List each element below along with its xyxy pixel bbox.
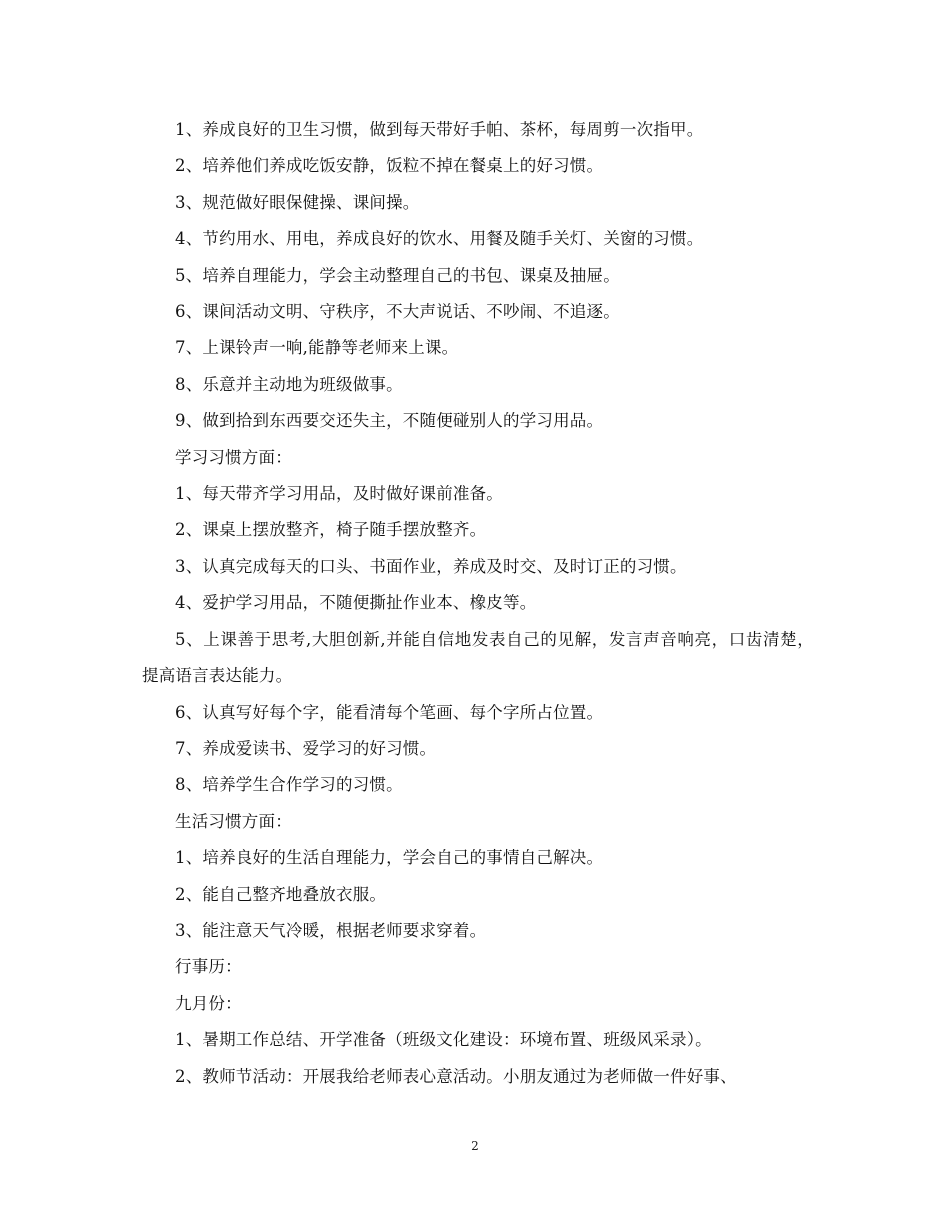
- paragraph: 7、上课铃声一响,能静等老师来上课。: [175, 338, 459, 358]
- paragraph: 1、养成良好的卫生习惯，做到每天带好手帕、茶杯，每周剪一次指甲。: [175, 120, 704, 139]
- paragraph: 8、乐意并主动地为班级做事。: [175, 374, 403, 394]
- page-number: 2: [471, 1139, 479, 1153]
- paragraph: 2、课桌上摆放整齐，椅子随手摆放整齐。: [175, 520, 487, 540]
- paragraph: 1、每天带齐学习用品，及时做好课前准备。: [175, 484, 503, 504]
- section-heading: 行事历：: [175, 957, 242, 977]
- paragraph: 2、能自己整齐地叠放衣服。: [175, 884, 387, 904]
- paragraph: 6、认真写好每个字，能看清每个笔画、每个字所占位置。: [175, 702, 604, 722]
- paragraph: 6、课间活动文明、守秩序，不大声说话、不吵闹、不追逐。: [175, 302, 620, 322]
- paragraph: 1、培养良好的生活自理能力，学会自己的事情自己解决。: [175, 848, 604, 868]
- paragraph: 1、暑期工作总结、开学准备（班级文化建设：环境布置、班级风采录）。: [175, 1030, 712, 1050]
- section-heading: 学习习惯方面：: [175, 447, 292, 467]
- paragraph: 5、培养自理能力，学会主动整理自己的书包、课桌及抽屉。: [175, 265, 620, 285]
- paragraph: 2、培养他们养成吃饭安静，饭粒不掉在餐桌上的好习惯。: [175, 156, 604, 176]
- paragraph: 4、爱护学习用品，不随便撕扯作业本、橡皮等。: [175, 593, 537, 613]
- subsection-heading: 九月份：: [175, 993, 242, 1013]
- paragraph: 5、上课善于思考,大胆创新,并能自信地发表自己的见解，发言声音响亮，口齿清楚，提高语言表达能力。: [142, 629, 814, 686]
- paragraph: 7、养成爱读书、爱学习的好习惯。: [175, 738, 437, 758]
- paragraph: 2、教师节活动：开展我给老师表心意活动。小朋友通过为老师做一件好事、: [175, 1066, 737, 1086]
- paragraph: 8、培养学生合作学习的习惯。: [175, 775, 403, 795]
- paragraph: 3、能注意天气冷暖，根据老师要求穿着。: [175, 920, 487, 940]
- paragraph: 3、规范做好眼保健操、课间操。: [175, 192, 420, 212]
- document-body: [142, 112, 814, 1095]
- paragraph: 9、做到拾到东西要交还失主，不随便碰别人的学习用品。: [175, 411, 604, 431]
- paragraph: 4、节约用水、用电，养成良好的饮水、用餐及随手关灯、关窗的习惯。: [175, 229, 704, 249]
- section-heading: 生活习惯方面：: [175, 811, 292, 831]
- paragraph: 3、认真完成每天的口头、书面作业，养成及时交、及时订正的习惯。: [175, 556, 687, 576]
